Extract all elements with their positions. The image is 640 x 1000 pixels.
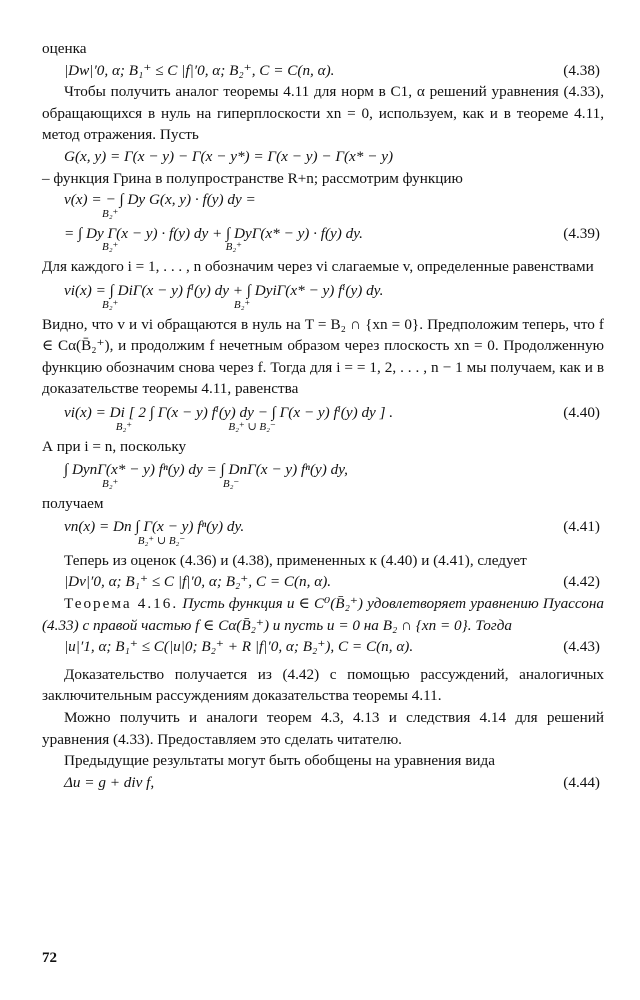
equation-4-44 (42, 772, 604, 794)
equation-4-42 (42, 571, 604, 593)
integral-subscript: B₂⁺ B₂⁻ (102, 477, 240, 490)
text-line: оценка (42, 40, 87, 57)
equation-number: (4.42) (563, 573, 600, 591)
equation-body: vn(x) = Dn ∫ Γ(x − y) fⁿ(y) dy. (64, 518, 245, 536)
equation-4-43 (42, 636, 604, 658)
equation-number: (4.43) (563, 638, 600, 656)
equation-body: |u|′1, α; B₁⁺ ≤ C(|u|0; B₂⁺ + R |f|′0, α; B₂⁺), C = C(n, α). (64, 638, 414, 656)
integral-subscript: B₂⁺ B₂⁺ (102, 298, 251, 311)
equation-body: Δu = g + div f, (64, 773, 155, 791)
text-line: А при i = n, поскольку (42, 437, 187, 455)
paragraph: – функция Грина в полупространстве R+n; рассмотрим функцию (42, 169, 463, 187)
integral-subscript: B₂⁺ (102, 207, 119, 220)
text-line: получаем (42, 494, 104, 512)
equation-body: vi(x) = Di [ 2 ∫ Γ(x − y) fⁱ(y) dy − ∫ Γ(x − y) fⁱ(y) dy ] . (64, 403, 394, 421)
equation-body: = ∫ Dy Γ(x − y) · f(y) dy + ∫ DyΓ(x* − y) · f(y) dy. (64, 224, 363, 242)
integral-subscript: B₂⁺ B₂⁺ (102, 241, 242, 254)
paragraph: Для каждого i = 1, . . . , n обозначим через vi слагаемые v, определенные равенствами (42, 258, 594, 276)
equation-4-38 (42, 60, 604, 82)
equation-number: (4.40) (563, 403, 600, 421)
paragraph: Видно, что v и vi обращаются в нуль на T = B₂ ∩ {xn = 0}. Предположим теперь, что f ∈ Cα(B̄₂⁺), и продолжим f нечетным образом через плоскость xn = 0. Продолженную функцию обозначим снова через f. Тогда для i = = 1, 2, . . . , n − 1 мы получаем, как и в доказательстве теоремы 4.11, равенства (42, 315, 604, 398)
equation-body: |Dv|′0, α; B₁⁺ ≤ C |f|′0, α; B₂⁺, C = C(n, α). (64, 573, 332, 591)
paragraph: Теперь из оценок (4.36) и (4.38), примененных к (4.40) и (4.41), следует (64, 551, 527, 569)
equation-body: vi(x) = ∫ DiΓ(x − y) fⁱ(y) dy + ∫ DyiΓ(x* − y) fⁱ(y) dy. (64, 281, 384, 299)
theorem-4-16 (42, 593, 604, 636)
equation-number: (4.39) (563, 224, 600, 242)
equation-number: (4.44) (563, 773, 600, 791)
equation-number: (4.41) (563, 518, 600, 536)
equation-green (42, 146, 604, 168)
equation-number: (4.38) (563, 61, 600, 79)
paragraph: Доказательство получается из (4.42) с помощью рассуждений, аналогичных заключительным рассуждениям доказательства теоремы 4.11. (42, 665, 604, 705)
theorem-heading: Теорема 4.16. (64, 595, 179, 613)
integral-subscript: B₂⁺ B₂⁺ ∪ B₂⁻ (102, 420, 276, 433)
equation-body: ∫ DynΓ(x* − y) fⁿ(y) dy = ∫ DnΓ(x − y) fⁿ(y) dy, (64, 461, 348, 479)
paragraph: Предыдущие результаты могут быть обобщены на уравнения вида (64, 752, 495, 770)
equation-body: G(x, y) = Γ(x − y) − Γ(x − y*) = Γ(x − y) − Γ(x* − y) (64, 147, 394, 165)
theorem-statement: Пусть функция u ∈ C⁰(B̄₂⁺) удовлетворяет уравнению Пуассона (4.33) с правой частью f ∈ Cα(B̄₂⁺) и пусть u = 0 на B₂ ∩ {xn = 0}. Тогда (42, 595, 604, 634)
integral-subscript: B₂⁺ ∪ B₂⁻ (102, 534, 186, 547)
paragraph: Можно получить и аналоги теорем 4.3, 4.13 и следствия 4.14 для решений уравнения (4.33). Предоставляем это сделать читателю. (42, 709, 604, 748)
page-number: 72 (42, 950, 57, 966)
equation-body: v(x) = − ∫ Dy G(x, y) · f(y) dy = (64, 191, 256, 209)
paragraph: Чтобы получить аналог теоремы 4.11 для норм в C1, α решений уравнения (4.33), обращающихся в нуль на гиперплоскости xn = 0, используем, как и в теореме 4.11, метод отражения. Пусть (42, 83, 604, 144)
equation-body: |Dw|′0, α; B₁⁺ ≤ C |f|′0, α; B₂⁺, C = C(n, α). (64, 61, 335, 79)
